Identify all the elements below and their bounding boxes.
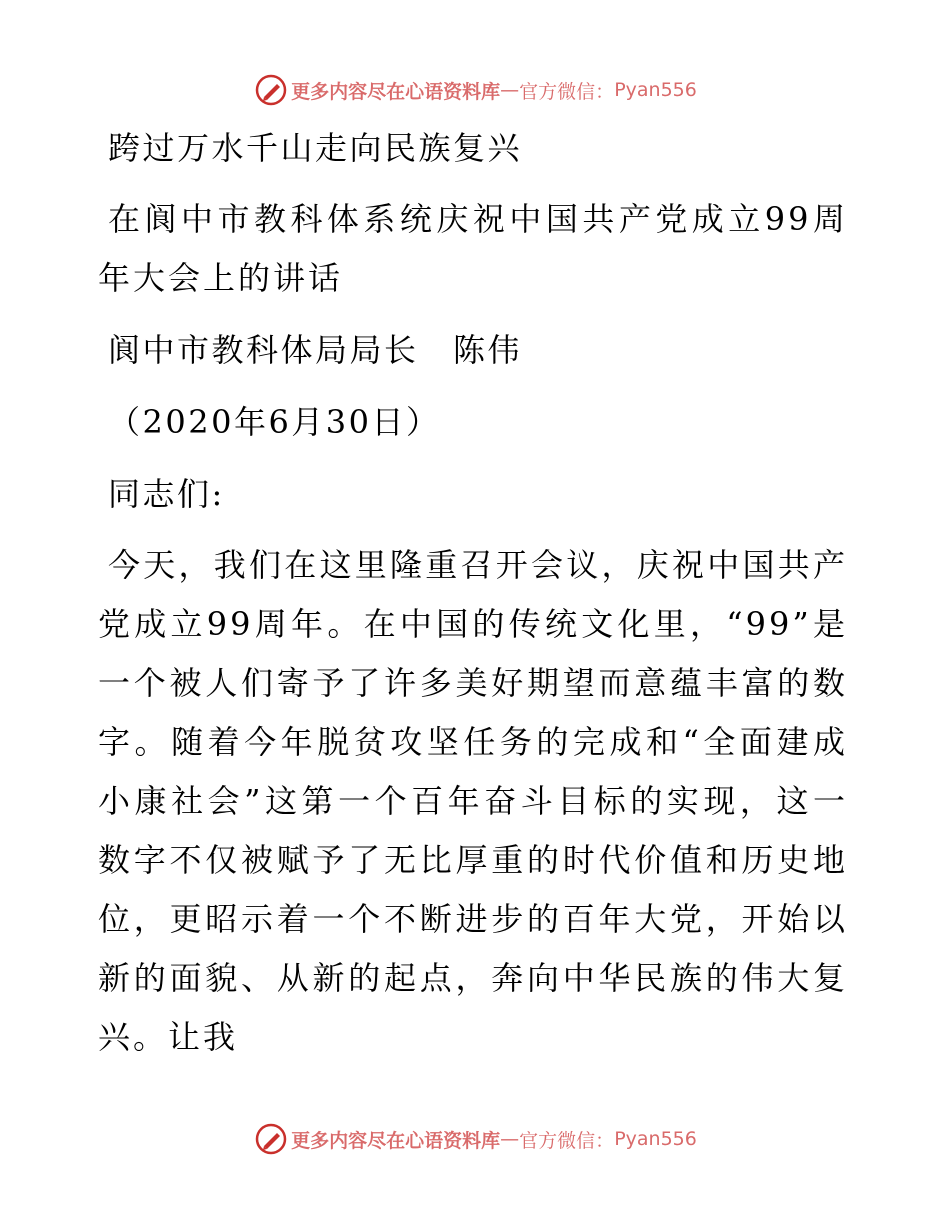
document-author: 阆中市教科体局局长 陈伟 (108, 331, 523, 369)
pen-logo-icon (253, 72, 289, 108)
document-subtitle: 在阆中市教科体系统庆祝中国共产党成立99周年大会上的讲话 (98, 200, 848, 297)
watermark-dash: — (500, 79, 520, 101)
watermark-sub-text: 官方微信： (519, 1129, 615, 1152)
watermark-wechat-id: Pyan556 (614, 1128, 697, 1150)
watermark-dash: — (500, 1128, 520, 1150)
document-salutation: 同志们: (108, 475, 225, 513)
document-date: （2020年6月30日） (108, 403, 441, 441)
watermark-main-text: 更多内容尽在心语资料库 (291, 1129, 501, 1152)
header-watermark (0, 70, 950, 110)
document-paragraph: 今天，我们在这里隆重召开会议，庆祝中国共产党成立99周年。在中国的传统文化里，“99”是一个被人们寄予了许多美好期望而意蕴丰富的数字。随着今年脱贫攻坚任务的完成和“全面建成小康社会”这第一个百年奋斗目标的实现，这一数字不仅被赋予了无比厚重的时代价值和历史地位，更昭示着一个不断进步的百年大党，开始以新的面貌、从新的起点，奔向中华民族的伟大复兴。让我 (98, 546, 848, 1056)
footer-watermark (0, 1119, 950, 1159)
watermark-main-text: 更多内容尽在心语资料库 (291, 80, 501, 103)
pen-logo-icon (253, 1121, 289, 1157)
watermark-wechat-id: Pyan556 (614, 79, 697, 101)
document-title: 跨过万水千山走向民族复兴 (108, 129, 523, 167)
watermark-sub-text: 官方微信： (519, 80, 615, 103)
document-body (98, 118, 858, 1067)
